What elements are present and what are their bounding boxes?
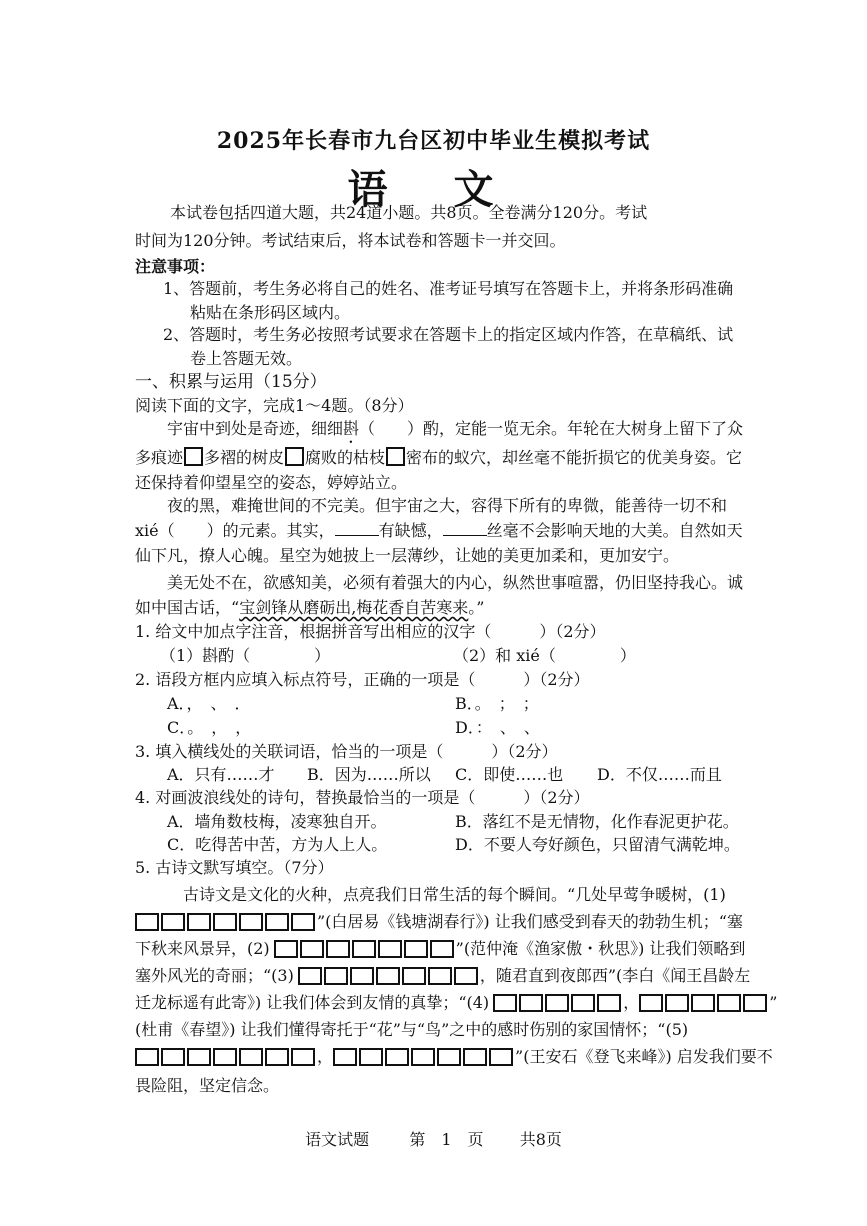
answer-box[interactable]: [411, 1048, 435, 1066]
answer-box[interactable]: [291, 1048, 315, 1066]
answer-box[interactable]: [161, 913, 185, 931]
q5-text: 迁龙标遥有此寄》) 让我们体会到友情的真挚；“(4) ， ”: [135, 993, 778, 1012]
q3-option-c: C．即使……也: [455, 765, 564, 784]
q5-text: ”(白居易《钱塘湖春行》) 让我们感受到春天的勃勃生机；“塞: [135, 912, 743, 932]
wavy-line-poem: 宝剑锋从磨砺出,梅花香自苦寒来: [239, 598, 469, 617]
answer-box[interactable]: [404, 940, 428, 958]
question-4: 4. 对画波浪线处的诗句，替换最恰当的一项是（ ）（2分）: [135, 788, 590, 807]
answer-box[interactable]: [691, 994, 715, 1012]
answer-box[interactable]: [300, 940, 324, 958]
note-item: 1、答题前，考生务必将自己的姓名、准考证号填写在答题卡上，并将条形码准确: [163, 279, 734, 298]
answer-box[interactable]: [437, 1048, 461, 1066]
question-5: 5. 古诗文默写填空。（7分）: [135, 858, 334, 877]
answer-box[interactable]: [402, 967, 426, 985]
question-2: 2. 语段方框内应填入标点符号，正确的一项是（ ）（2分）: [135, 670, 590, 689]
answer-box[interactable]: [239, 913, 263, 931]
passage-line: 美无处不在，欲感知美，必须有着强大的内心，纵然世事喧嚣，仍旧坚持我心。诚: [167, 573, 744, 592]
answer-box[interactable]: [571, 994, 595, 1012]
section-heading: 一、积累与运用（15分）: [135, 372, 327, 392]
answer-box[interactable]: [519, 994, 543, 1012]
answer-box[interactable]: [493, 994, 517, 1012]
question-3: 3. 填入横线处的关联词语，恰当的一项是（ ）（2分）: [135, 742, 558, 761]
answer-box[interactable]: [545, 994, 569, 1012]
q5-text: 古诗文是文化的火种，点亮我们日常生活的每个瞬间。“几处早莺争暖树，(1): [183, 885, 726, 904]
answer-box[interactable]: [359, 1048, 383, 1066]
answer-box[interactable]: [639, 994, 663, 1012]
exam-title: 2025年长春市九台区初中毕业生模拟考试: [216, 128, 651, 154]
q5-text: 畏险阻，坚定信念。: [135, 1076, 280, 1095]
q5-text: 塞外风光的奇丽；“(3) ，随君直到夜郎西”(李白《闻王昌龄左: [135, 966, 751, 985]
intro-line: 时间为120分钟。考试结束后，将本试卷和答题卡一并交回。: [135, 231, 566, 250]
q2-option-c: C．。 ， ，: [167, 718, 252, 737]
answer-box[interactable]: [135, 1048, 159, 1066]
answer-box[interactable]: [187, 1048, 211, 1066]
q2-option-b: B．。 ； ；: [455, 694, 539, 713]
answer-box[interactable]: [717, 994, 741, 1012]
answer-box[interactable]: [454, 967, 478, 985]
question-1: 1. 给文中加点字注音，根据拼音写出相应的汉字（ ）（2分）: [135, 622, 606, 641]
answer-box[interactable]: [161, 1048, 185, 1066]
answer-box[interactable]: [265, 1048, 289, 1066]
passage-line: 仙下凡，撩人心魄。星空为她披上一层薄纱，让她的美更加柔和，更加安宁。: [135, 546, 680, 565]
punctuation-box: [386, 447, 405, 466]
answer-box[interactable]: [378, 940, 402, 958]
q4-option-a: A．墙角数枝梅，凌寒独自开。: [167, 812, 387, 831]
answer-box[interactable]: [333, 1048, 357, 1066]
answer-box[interactable]: [665, 994, 689, 1012]
q1-part-2: （2）和 xié（ ）: [453, 646, 636, 665]
q2-option-a: A．， 、 ．: [167, 694, 251, 713]
answer-box[interactable]: [213, 1048, 237, 1066]
notes-heading: 注意事项：: [135, 257, 216, 276]
q3-option-b: B．因为……所以: [307, 765, 431, 784]
answer-box[interactable]: [489, 1048, 513, 1066]
answer-box[interactable]: [291, 913, 315, 931]
answer-box[interactable]: [376, 967, 400, 985]
intro-line: 本试卷包括四道大题，共24道小题。共8页。全卷满分120分。考试: [170, 203, 648, 222]
q4-option-b: B．落红不是无情物，化作春泥更护花。: [455, 812, 739, 831]
answer-box[interactable]: [265, 913, 289, 931]
passage-line: 如中国古话，“宝剑锋从磨砺出,梅花香自苦寒来。”: [135, 598, 485, 617]
punctuation-box: [184, 447, 203, 466]
answer-box[interactable]: [430, 940, 454, 958]
passage-line: 还保持着仰望星空的姿态，婷婷站立。: [135, 473, 408, 492]
passage-line: xié（ ）的元素。其实， 有缺憾， 丝毫不会影响天地的大美。自然如天: [135, 521, 743, 540]
note-item: 粘贴在条形码区域内。: [190, 303, 351, 322]
answer-box[interactable]: [324, 967, 348, 985]
answer-box[interactable]: [213, 913, 237, 931]
answer-box[interactable]: [187, 913, 211, 931]
note-item: 2、答题时，考生务必按照考试要求在答题卡上的指定区域内作答，在草稿纸、试: [163, 325, 734, 344]
q3-option-a: A．只有……才: [167, 765, 275, 784]
answer-box[interactable]: [239, 1048, 263, 1066]
q3-option-d: D．不仅……而且: [597, 765, 722, 784]
q5-text: 下秋来风景异，(2) ”(范仲淹《渔家傲・秋思》) 让我们领略到: [135, 939, 746, 958]
answer-box[interactable]: [743, 994, 767, 1012]
answer-box[interactable]: [326, 940, 350, 958]
note-item: 卷上答题无效。: [190, 349, 303, 368]
q4-option-d: D．不要人夸好颜色，只留清气满乾坤。: [455, 835, 740, 854]
passage-line: 夜的黑，难掩世间的不完美。但宇宙之大，容得下所有的卑微，能善待一切不和: [167, 496, 728, 515]
passage-line: 宇宙中到处是奇迹，细细斟（ ）酌，定能一览无余。年轮在大树身上留下了众: [167, 419, 744, 438]
answer-box[interactable]: [463, 1048, 487, 1066]
q1-part-1: （1）斟酌（ ）: [160, 646, 331, 665]
answer-box[interactable]: [135, 913, 159, 931]
footer-page-total: 共8页: [519, 1130, 562, 1149]
answer-box[interactable]: [274, 940, 298, 958]
answer-box[interactable]: [298, 967, 322, 985]
answer-box[interactable]: [597, 994, 621, 1012]
q5-text: ， ”(王安石《登飞来峰》) 启发我们要不: [135, 1047, 773, 1067]
q2-option-d: D．： 、 、: [455, 718, 540, 737]
q4-option-c: C．吃得苦中苦，方为人上人。: [167, 835, 388, 854]
answer-box[interactable]: [352, 940, 376, 958]
footer-page-number: 第 1 页: [409, 1130, 484, 1149]
subject-title: 语 文: [347, 166, 520, 213]
answer-box[interactable]: [428, 967, 452, 985]
reading-instruction: 阅读下面的文字，完成1～4题。（8分）: [135, 396, 414, 415]
page-footer: [0, 1127, 867, 1150]
footer-subject: 语文试题: [305, 1130, 370, 1149]
blank-line: [443, 521, 487, 536]
q5-text: (杜甫《春望》) 让我们懂得寄托于“花”与“鸟”之中的感时伤别的家国情怀；“(5): [135, 1020, 689, 1039]
answer-box[interactable]: [350, 967, 374, 985]
dotted-char: 斟: [343, 419, 360, 438]
passage-line: 多痕迹 多褶的树皮 腐败的枯枝 密布的蚁穴，却丝毫不能折损它的优美身姿。它: [135, 448, 743, 467]
blank-line: [335, 521, 379, 536]
answer-box[interactable]: [385, 1048, 409, 1066]
punctuation-box: [285, 447, 304, 466]
